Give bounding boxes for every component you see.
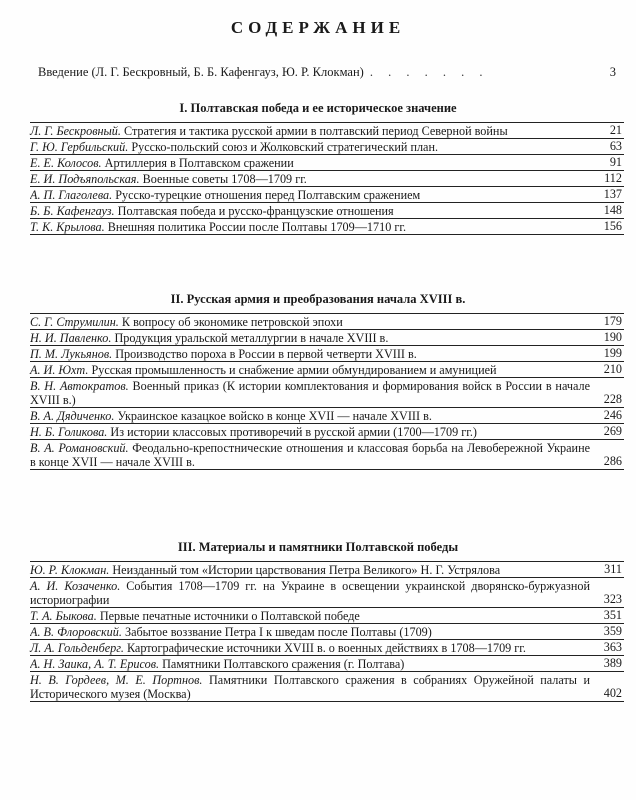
toc-entry xyxy=(30,656,624,672)
entry-title: Картографические источники XVIII в. о военных действиях в 1708—1709 гг. xyxy=(126,641,526,655)
entry-page: 323 xyxy=(603,592,622,606)
toc-entry xyxy=(30,578,624,608)
entry-author: А. И. Юхт. xyxy=(30,363,89,377)
intro-entry xyxy=(38,65,616,80)
entry-page: 286 xyxy=(603,454,622,468)
entry-page: 156 xyxy=(603,219,622,233)
entry-page: 359 xyxy=(603,624,622,638)
entry-author: Б. Б. Кафенгауз. xyxy=(30,204,115,218)
entry-author: В. Н. Автократов. xyxy=(30,379,129,393)
entry-title: Производство пороха в России в первой четверти XVIII в. xyxy=(115,347,417,361)
intro-text: Введение (Л. Г. Бескровный, Б. Б. Кафенгауз, Ю. Р. Клокман) xyxy=(38,65,364,79)
entry-author: В. А. Романовский. xyxy=(30,441,129,455)
entry-title: Первые печатные источники о Полтавской победе xyxy=(99,609,360,623)
entry-page: 112 xyxy=(604,171,622,185)
entry-page: 137 xyxy=(603,187,622,201)
entry-title: Забытое воззвание Петра I к шведам после Полтавы (1709) xyxy=(124,625,432,639)
section-heading-2: II. Русская армия и преобразования начала XVIII в. xyxy=(170,292,466,306)
entry-author: Л. Г. Бескровный. xyxy=(30,124,121,138)
entry-page: 199 xyxy=(603,346,622,360)
entry-page: 91 xyxy=(609,155,622,169)
entry-title: Артиллерия в Полтавском сражении xyxy=(104,156,294,170)
toc-entry xyxy=(30,171,624,187)
entry-page: 402 xyxy=(603,686,622,700)
entry-author: Т. К. Крылова. xyxy=(30,220,105,234)
toc-entry xyxy=(30,139,624,155)
intro-page-number: 3 xyxy=(609,65,616,79)
toc-entry xyxy=(30,346,624,362)
entry-author: А. Н. Заика, А. Т. Ерисов. xyxy=(30,657,160,671)
toc-entry xyxy=(30,122,624,139)
entry-page: 210 xyxy=(603,362,622,376)
page-title: СОДЕРЖАНИЕ xyxy=(230,18,406,37)
toc-entry xyxy=(30,408,624,424)
entry-page: 246 xyxy=(603,408,622,422)
section-heading-1: I. Полтавская победа и ее историческое значение xyxy=(179,101,457,115)
entry-page: 228 xyxy=(603,392,622,406)
entry-page: 190 xyxy=(603,330,622,344)
entry-author: П. М. Лукьянов. xyxy=(30,347,113,361)
entry-title: К вопросу об экономике петровской эпохи xyxy=(121,315,343,329)
entry-title: Продукция уральской металлургии в начале XVIII в. xyxy=(114,331,389,345)
entry-author: А. В. Флоровский. xyxy=(30,625,122,639)
entry-title: Феодально-крепостнические отношения и классовая борьба на Левобережной Украине в конце XVII — начале XVIII в. xyxy=(30,441,591,469)
entry-author: Е. И. Подъяпольская. xyxy=(30,172,140,186)
entry-author: Н. Б. Голикова. xyxy=(30,425,108,439)
entry-page: 311 xyxy=(604,562,622,576)
entry-page: 179 xyxy=(603,314,622,328)
toc-entry xyxy=(30,624,624,640)
toc-entry xyxy=(30,608,624,624)
entry-page: 351 xyxy=(603,608,622,622)
entry-author: А. П. Глаголева. xyxy=(30,188,113,202)
entry-title: Неизданный том «Истории царствования Петра Великого» Н. Г. Устрялова xyxy=(112,563,501,577)
entry-title: Украинское казацкое войско в конце XVII — начале XVIII в. xyxy=(117,409,432,423)
toc-entry xyxy=(30,313,624,330)
entry-author: С. Г. Струмилин. xyxy=(30,315,119,329)
entry-title: Памятники Полтавского сражения (г. Полтава) xyxy=(162,657,405,671)
entry-author: Н. В. Гордеев, М. Е. Портнов. xyxy=(30,673,203,687)
entry-title: Военные советы 1708—1709 гг. xyxy=(142,172,307,186)
entry-author: Ю. Р. Клокман. xyxy=(30,563,110,577)
toc-entry xyxy=(30,440,624,470)
entry-author: Л. А. Гольденберг. xyxy=(30,641,124,655)
entry-page: 269 xyxy=(603,424,622,438)
entry-title: Внешняя политика России после Полтавы 1709—1710 гг. xyxy=(107,220,407,234)
entry-page: 63 xyxy=(609,139,622,153)
toc-entry xyxy=(30,155,624,171)
entry-author: В. А. Дядиченко. xyxy=(30,409,115,423)
toc-entry xyxy=(30,219,624,235)
entry-page: 21 xyxy=(609,123,622,137)
entry-author: Т. А. Быкова. xyxy=(30,609,97,623)
entry-author: А. И. Козаченко. xyxy=(30,579,121,593)
toc-entry xyxy=(30,424,624,440)
toc-entry xyxy=(30,672,624,702)
section-list-1 xyxy=(30,122,624,235)
toc-entry xyxy=(30,330,624,346)
toc-entry xyxy=(30,203,624,219)
toc-entry xyxy=(30,561,624,578)
toc-entry xyxy=(30,362,624,378)
entry-title: Стратегия и тактика русской армии в полтавский период Северной войны xyxy=(123,124,508,138)
entry-title: Русская промышленность и снабжение армии обмундированием и амуницией xyxy=(91,363,497,377)
entry-author: Г. Ю. Гербильский. xyxy=(30,140,129,154)
entry-page: 363 xyxy=(603,640,622,654)
entry-title: Русско-турецкие отношения перед Полтавским сражением xyxy=(115,188,421,202)
section-list-3 xyxy=(30,561,624,702)
section-list-2 xyxy=(30,313,624,470)
entry-page: 389 xyxy=(603,656,622,670)
section-heading-3: III. Материалы и памятники Полтавской победы xyxy=(177,540,459,554)
entry-page: 148 xyxy=(603,203,622,217)
entry-title: Военный приказ (К истории комплектования и формирования войск в России в начале XVIII в.) xyxy=(30,379,591,407)
toc-entry xyxy=(30,378,624,408)
toc-entry xyxy=(30,187,624,203)
entry-title: Полтавская победа и русско-французские отношения xyxy=(117,204,394,218)
intro-leader-dots: . . . . . . . xyxy=(369,65,489,79)
toc-entry xyxy=(30,640,624,656)
entry-title: Из истории классовых противоречий в русской армии (1700—1709 гг.) xyxy=(110,425,477,439)
entry-author: Е. Е. Колосов. xyxy=(30,156,102,170)
entry-title: Памятники Полтавского сражения в собраниях Оружейной палаты и Исторического музея (Москва) xyxy=(30,673,591,701)
entry-title: Русско-польский союз и Жолковский стратегический план. xyxy=(131,140,439,154)
entry-author: Н. И. Павленко. xyxy=(30,331,112,345)
entry-title: События 1708—1709 гг. на Украине в освещении украинской дворянско-буржуазной историографии xyxy=(30,579,590,607)
